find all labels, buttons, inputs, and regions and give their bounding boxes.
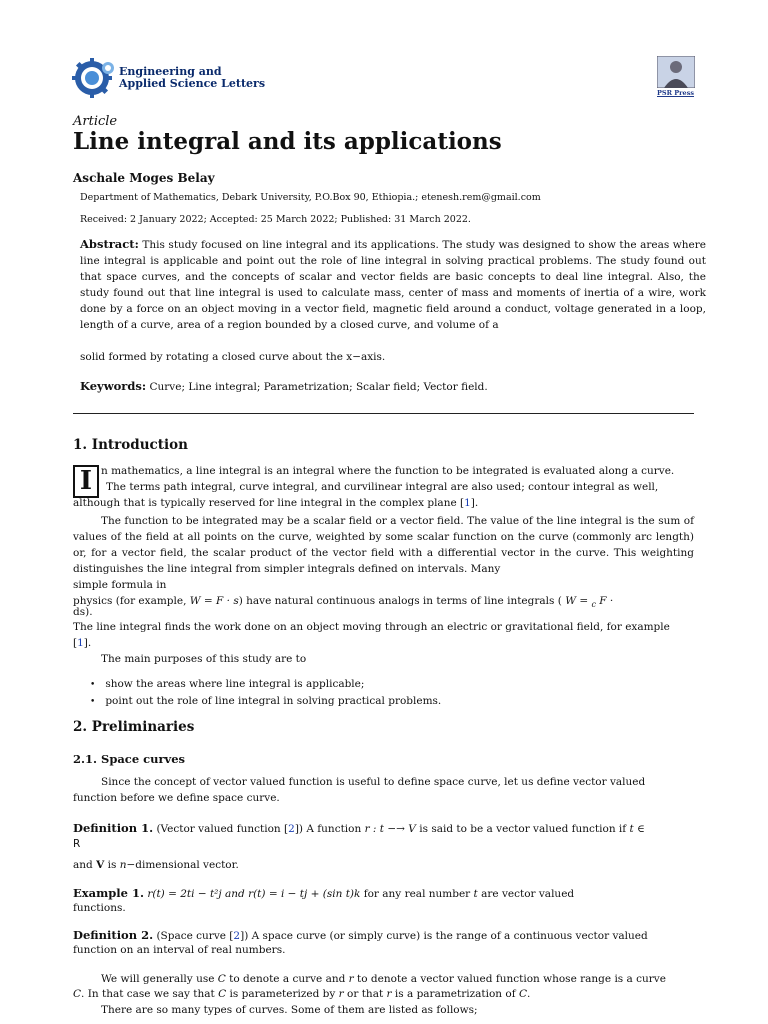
curve-types-intro: There are so many types of curves. Some of them are listed as follows; [101, 1004, 478, 1016]
keywords-label: Keywords: [80, 379, 147, 393]
intro-p2-line6: physics (for example, W = F · s) have natural continuous analogs in terms of line integrals ( W = $_c$ F · [73, 595, 614, 610]
intro-p2: The function to be integrated may be a scalar field or a vector field. The value of the line integral is the sum of values of the field at all points on the curve, weighted by some scalar function on the curve (commonly arc length) or, for a vector field, the scalar product of the vector field with a differential vector in the curve. This weighting distinguishes the line integral from simpler integrals defined on intervals. Many [73, 515, 694, 575]
citation-link[interactable]: 1 [464, 497, 471, 509]
author: Aschale Moges Belay [73, 171, 215, 185]
sc-p1-line1: Since the concept of vector valued function is useful to define space curve, let us define vector valued [101, 776, 646, 788]
curve-notation-line1: We will generally use C to denote a curve and r to denote a vector valued function whose range is a curve [101, 973, 666, 985]
space-curves-heading: 2.1. Space curves [73, 752, 186, 766]
intro-p1-line3: although that is typically reserved for line integral in the complex plane [1]. [73, 497, 479, 509]
citation-link[interactable]: 2 [233, 930, 241, 942]
publisher-name: PSR Press [657, 89, 695, 97]
abstract-last-line: solid formed by rotating a closed curve about the x−axis. [80, 351, 386, 363]
abstract [80, 236, 706, 333]
intro-p1-line1: n mathematics, a line integral is an integral where the function to be integrated is evaluated along a curve. [101, 465, 675, 477]
article-type: Article [73, 114, 118, 129]
citation-link[interactable]: 1 [77, 637, 84, 649]
definition-1: Definition 1. (Vector valued function [2]) A function r : t −→ V is said to be a vector valued function if t ∈ [73, 821, 645, 835]
intro-p4: The main purposes of this study are to [101, 653, 307, 665]
sc-p1-line2: function before we define space curve. [73, 792, 280, 804]
keywords [80, 379, 488, 393]
keywords-text: Curve; Line integral; Parametrization; Scalar field; Vector field. [149, 381, 488, 393]
example-1: Example 1. r(t) = 2ti − t²j and r(t) = i − tj + (sin t)k for any real number t are vector valued [73, 886, 575, 900]
journal-name-line1: Engineering and [119, 65, 222, 78]
portrait-icon [657, 56, 695, 88]
intro-p2-line7: ds). [73, 606, 93, 618]
citation-link[interactable]: 2 [288, 823, 295, 835]
abstract-label: Abstract: [80, 237, 139, 251]
divider [73, 413, 694, 414]
example-1-line2: functions. [73, 902, 126, 914]
list-item: • point out the role of line integral in solving practical problems. [90, 693, 441, 710]
list-item: • show the areas where line integral is applicable; [90, 676, 441, 693]
intro-heading: 1. Introduction [73, 437, 188, 453]
definition-2-line2: function on an interval of real numbers. [73, 944, 286, 956]
definition-1-R: R [73, 838, 81, 850]
intro-p2-line5: simple formula in [73, 579, 167, 591]
drop-cap: I [73, 465, 99, 498]
formula-work: W = F · s [189, 595, 239, 607]
journal-name-line2: Applied Science Letters [119, 77, 266, 90]
affiliation: Department of Mathematics, Debark University, P.O.Box 90, Ethiopia.; etenesh.rem@gmail.com [80, 192, 541, 203]
intro-p3-line1: The line integral finds the work done on an object moving through an electric or gravitational field, for example [73, 621, 670, 633]
definition-2: Definition 2. (Space curve [2]) A space curve (or simply curve) is the range of a continuous vector valued [73, 928, 648, 942]
definition-1-line2: and V is n−dimensional vector. [73, 859, 239, 871]
intro-p1-line2: The terms path integral, curve integral, and curvilinear integral are also used; contour integral as well, [106, 481, 659, 493]
paper-title: Line integral and its applications [73, 128, 502, 155]
intro-p3-line2: [1]. [73, 637, 92, 649]
journal-logo [72, 58, 266, 98]
purpose-list [90, 676, 441, 710]
gear-globe-icon [72, 58, 118, 98]
curve-notation-line2: C. In that case we say that C is parameterized by r or that r is a parametrization of C. [73, 988, 531, 1000]
prelim-heading: 2. Preliminaries [73, 719, 195, 735]
abstract-text: This study focused on line integral and its applications. The study was designed to show the areas where line integral is applicable and point out the role of line integral in solving practical problems. The study found out that space curves, and the concepts of scalar and vector fields are basic concepts to deal line integral. Also, the study found out that line integral is used to calculate mass, center of mass and moments of inertia of a wire, work done by a force on an object moving in a vector field, magnetic field around a conduct, voltage generated in a loop, length of a curve, area of a region bounded by a closed curve, and volume of a [80, 239, 706, 331]
publisher-logo [657, 56, 697, 100]
dates: Received: 2 January 2022; Accepted: 25 March 2022; Published: 31 March 2022. [80, 214, 471, 225]
